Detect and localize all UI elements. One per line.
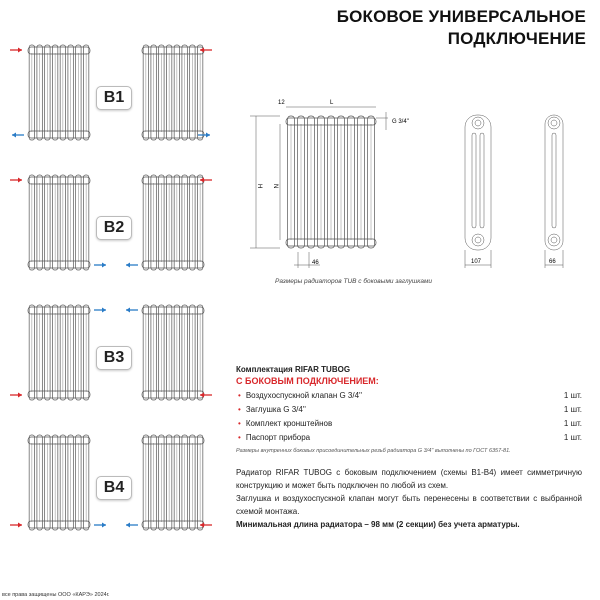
page-title: БОКОВОЕ УНИВЕРСАЛЬНОЕ ПОДКЛЮЧЕНИЕ [336, 7, 586, 48]
kit-item: • Комплект кронштейнов 1 шт. [238, 419, 582, 428]
kit-item: • Паспорт прибора 1 шт. [238, 433, 582, 442]
scheme-label-b1: B1 [96, 86, 132, 110]
kit-item: • Воздухоспускной клапан G 3/4'' 1 шт. [238, 391, 582, 400]
dim-12: 12 [278, 100, 285, 106]
radiator-front-view [286, 116, 376, 248]
dim-n: N [272, 184, 278, 189]
dimension-drawing [250, 90, 600, 280]
scheme-label-b2: B2 [96, 216, 132, 240]
dim-h: H [256, 184, 262, 189]
dim-l: L [330, 100, 334, 106]
kit-title: Комплектация RIFAR TUBOG [236, 365, 351, 374]
kit-section [236, 365, 582, 454]
dim-46: 46 [312, 260, 319, 266]
scheme-label-b3: B3 [96, 346, 132, 370]
kit-subtitle: С БОКОВЫМ ПОДКЛЮЧЕНИЕМ: [236, 376, 379, 386]
thread-label: G 3/4'' [392, 119, 409, 125]
thread-note: Размеры внутренних боковых присоединительных резьб радиатора G 3/4'' выполнены по ГОСТ 6357-81. [236, 448, 511, 454]
scheme-label-b4: B4 [96, 476, 132, 500]
kit-item: • Заглушка G 3/4'' 1 шт. [238, 405, 582, 414]
drawing-caption: Размеры радиаторов TUB с боковыми заглушками [275, 278, 433, 285]
dim-107: 107 [471, 259, 482, 265]
dim-66: 66 [549, 259, 556, 265]
copyright: все права защищены ООО «КАРЭ» 2024г. [2, 592, 110, 598]
description: Радиатор RIFAR TUBOG с боковым подключением (схемы B1-B4) имеет симметричную конструкцию и может быть подключен по любой из схем. Заглушка и воздухоспускной клапан могут быть перенесены в соответствии с выбранной схемой монтажа. Минимальная длина радиатора – 98 мм (2 секции) без учета арматуры. [236, 468, 582, 529]
